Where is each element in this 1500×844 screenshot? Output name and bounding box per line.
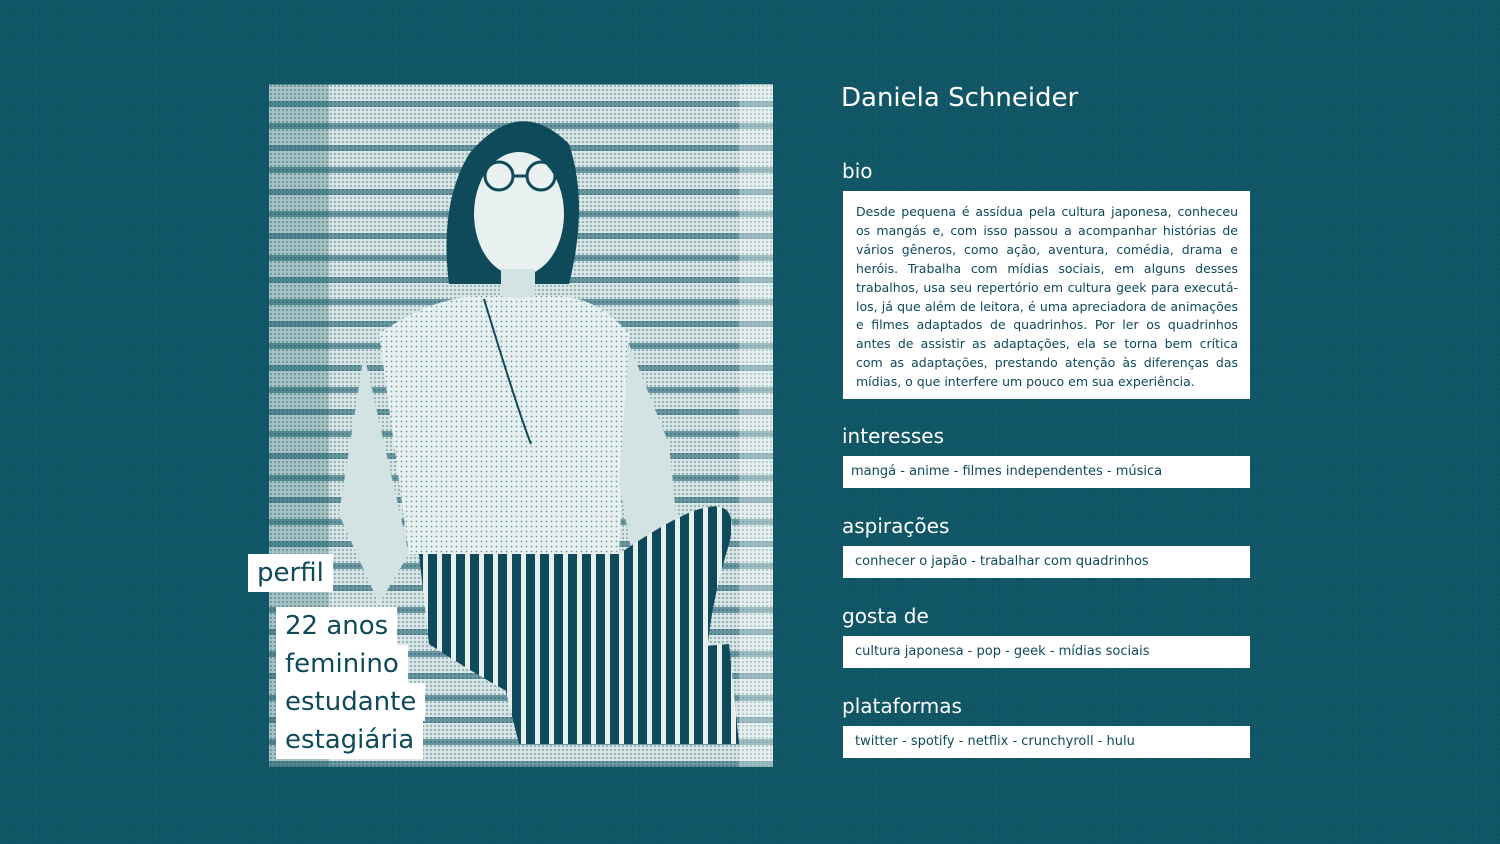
profile-tag: perfil (248, 554, 333, 592)
attribute-occupation: estudante (276, 683, 425, 721)
aspirations-label: aspirações (842, 514, 950, 538)
platforms-box: twitter - spotify - netflix - crunchyroll - hulu (843, 726, 1250, 758)
attribute-job: estagiária (276, 721, 423, 759)
likes-label: gosta de (842, 604, 929, 628)
attribute-age: 22 anos (276, 607, 397, 645)
interests-box: mangá - anime - filmes independentes - música (843, 456, 1250, 488)
likes-box: cultura japonesa - pop - geek - mídias sociais (843, 636, 1250, 668)
interests-label: interesses (842, 424, 945, 448)
platforms-label: plataformas (842, 694, 962, 718)
attribute-gender: feminino (276, 645, 408, 683)
bio-box (843, 191, 1250, 399)
bio-label: bio (842, 159, 873, 183)
aspirations-box: conhecer o japão - trabalhar com quadrinhos (843, 546, 1250, 578)
persona-name: Daniela Schneider (841, 83, 1079, 113)
bio-text: Desde pequena é assídua pela cultura japonesa, conheceu os mangás e, com isso passou a acompanhar histórias de vários gêneros, como ação, aventura, comédia, drama e heróis. Trabalha com mídias sociais, em alguns desses trabalhos, usa seu repertório em cultura geek para executá-los, já que além de leitora, é uma apreciadora de animações e filmes adaptados de quadrinhos. Por ler os quadrinhos antes de assistir as adaptações, ela se torna bem crítica com as adaptações, prestando atenção às diferenças das mídias, o que interfere um pouco em sua experiência. (856, 204, 1238, 390)
